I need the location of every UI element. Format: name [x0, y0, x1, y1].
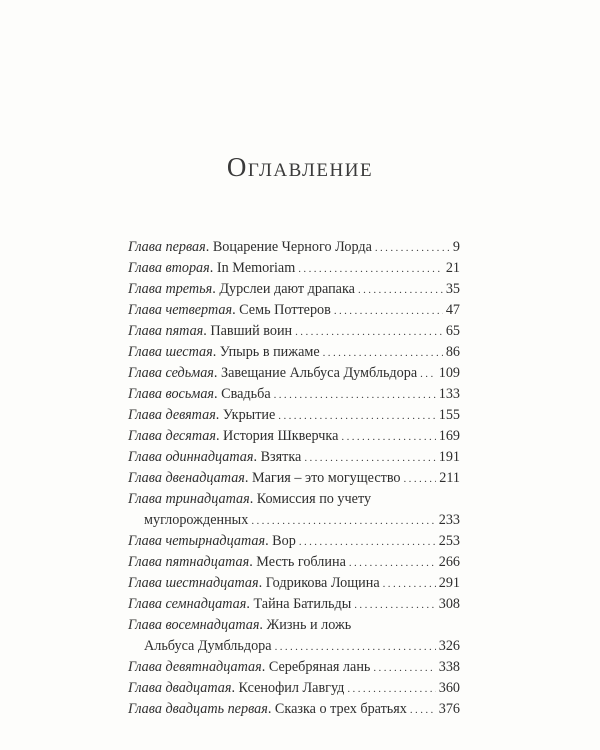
toc-line-continued [128, 636, 460, 657]
toc-entry [128, 405, 460, 426]
separator: . [232, 302, 240, 318]
toc-entry [128, 258, 460, 279]
separator: . [212, 344, 220, 360]
toc-entry [128, 699, 460, 720]
leader-dots [278, 406, 435, 427]
chapter-number: Глава тринадцатая [128, 491, 250, 507]
toc-line [128, 699, 460, 720]
separator: . [265, 533, 273, 549]
page-number: 35 [445, 281, 460, 297]
chapter-title: Дурслеи дают драпака [219, 281, 355, 297]
toc-line-continued [128, 510, 460, 531]
toc-line [128, 279, 460, 300]
separator: . [209, 260, 217, 276]
chapter-number: Глава шестнадцатая [128, 575, 259, 591]
separator: . [214, 386, 222, 402]
page-number: 233 [438, 512, 460, 528]
toc-line [128, 363, 460, 384]
leader-dots [334, 301, 443, 322]
separator: . [246, 596, 254, 612]
chapter-number: Глава шестая [128, 344, 213, 360]
leader-dots [349, 553, 436, 574]
toc-entry [128, 447, 460, 468]
chapter-title: Укрытие [222, 407, 276, 423]
leader-dots [341, 427, 435, 448]
chapter-title: Завещание Альбуса Думбльдора [221, 365, 418, 381]
page-number: 211 [439, 470, 460, 486]
leader-dots [298, 259, 443, 280]
leader-dots [304, 448, 435, 469]
leader-dots [404, 469, 437, 490]
page-number: 338 [438, 659, 460, 675]
chapter-title: Семь Поттеров [239, 302, 331, 318]
page-number: 155 [438, 407, 460, 423]
chapter-number: Глава пятая [128, 323, 204, 339]
toc-entry [128, 342, 460, 363]
toc-entry [128, 573, 460, 594]
page-number: 253 [438, 533, 460, 549]
toc-line [128, 657, 460, 678]
chapter-title: Павший воин [210, 323, 293, 339]
chapter-title: Месть гоблина [256, 554, 346, 570]
page-number: 169 [438, 428, 460, 444]
separator: . [212, 281, 220, 297]
chapter-number: Глава девятая [128, 407, 216, 423]
separator: . [261, 659, 269, 675]
toc-entry [128, 531, 460, 552]
separator: . [258, 575, 266, 591]
toc-line [128, 531, 460, 552]
chapter-title: Взятка [260, 449, 302, 465]
toc-line [128, 489, 460, 510]
leader-dots [299, 532, 436, 553]
toc-entry [128, 489, 460, 531]
toc-entry [128, 594, 460, 615]
toc-line [128, 594, 460, 615]
chapter-title: Упырь в пижаме [219, 344, 320, 360]
page-number: 86 [445, 344, 460, 360]
page-number: 65 [445, 323, 460, 339]
page-number: 9 [452, 239, 460, 255]
toc-entry [128, 363, 460, 384]
separator: . [249, 554, 257, 570]
chapter-number: Глава пятнадцатая [128, 554, 250, 570]
toc-line [128, 552, 460, 573]
chapter-number: Глава одиннадцатая [128, 449, 254, 465]
separator: . [259, 617, 267, 633]
toc-line [128, 447, 460, 468]
chapter-title: Тайна Батильды [253, 596, 352, 612]
toc-line [128, 405, 460, 426]
leader-dots [410, 700, 436, 721]
chapter-number: Глава восьмая [128, 386, 215, 402]
toc-entry [128, 615, 460, 657]
separator: . [203, 323, 211, 339]
leader-dots [358, 280, 443, 301]
leader-dots [354, 595, 435, 616]
toc-line [128, 321, 460, 342]
toc-line [128, 258, 460, 279]
chapter-title: Воцарение Черного Лорда [212, 239, 372, 255]
chapter-title: Вор [272, 533, 296, 549]
chapter-title: Сказка о трех братьях [274, 701, 407, 717]
chapter-number: Глава третья [128, 281, 213, 297]
separator: . [267, 701, 275, 717]
chapter-number: Глава двадцать первая [128, 701, 268, 717]
toc-entry [128, 300, 460, 321]
chapter-number: Глава семнадцатая [128, 596, 247, 612]
leader-dots [373, 658, 435, 679]
leader-dots [420, 364, 436, 385]
page-number: 191 [438, 449, 460, 465]
chapter-title: Свадьба [221, 386, 271, 402]
chapter-number: Глава десятая [128, 428, 216, 444]
page-number: 376 [438, 701, 460, 717]
leader-dots [323, 343, 443, 364]
chapter-number: Глава вторая [128, 260, 210, 276]
leader-dots [275, 637, 436, 658]
chapter-title: История Шкверчка [223, 428, 339, 444]
separator: . [249, 491, 257, 507]
toc-entry [128, 552, 460, 573]
toc-line [128, 384, 460, 405]
toc-line [128, 300, 460, 321]
leader-dots [251, 511, 435, 532]
toc-entry [128, 321, 460, 342]
page-number: 326 [438, 638, 460, 654]
page-number: 291 [438, 575, 460, 591]
chapter-number: Глава седьмая [128, 365, 214, 381]
page-number: 21 [445, 260, 460, 276]
chapter-title: Серебряная лань [268, 659, 371, 675]
chapter-number: Глава двадцатая [128, 680, 232, 696]
toc-line [128, 342, 460, 363]
separator: . [253, 449, 261, 465]
chapter-title: Жизнь и ложь [266, 617, 352, 633]
chapter-title-continued: Альбуса Думбльдора [144, 638, 272, 654]
page-number: 47 [445, 302, 460, 318]
separator: . [205, 239, 213, 255]
toc-entry [128, 384, 460, 405]
chapter-title: Годрикова Лощина [265, 575, 380, 591]
leader-dots [274, 385, 436, 406]
toc-line [128, 426, 460, 447]
toc-entry [128, 426, 460, 447]
page-title: Оглавление [226, 152, 374, 182]
separator: . [231, 680, 239, 696]
separator: . [213, 365, 221, 381]
chapter-number: Глава четырнадцатая [128, 533, 266, 549]
leader-dots [347, 679, 435, 700]
table-of-contents [128, 237, 460, 720]
chapter-title: Магия – это могущество [251, 470, 401, 486]
toc-entry [128, 237, 460, 258]
toc-line [128, 678, 460, 699]
chapter-number: Глава восемнадцатая [128, 617, 260, 633]
toc-entry [128, 279, 460, 300]
separator: . [215, 407, 223, 423]
chapter-number: Глава четвертая [128, 302, 233, 318]
leader-dots [375, 238, 450, 259]
toc-entry [128, 678, 460, 699]
toc-entry [128, 657, 460, 678]
page-number: 308 [438, 596, 460, 612]
separator: . [244, 470, 252, 486]
chapter-title-continued: муглорожденных [144, 512, 249, 528]
leader-dots [295, 322, 443, 343]
page-number: 109 [438, 365, 460, 381]
chapter-number: Глава двенадцатая [128, 470, 245, 486]
toc-line [128, 237, 460, 258]
page-number: 360 [438, 680, 460, 696]
leader-dots [383, 574, 436, 595]
toc-line [128, 615, 460, 636]
chapter-title: In Memoriam [216, 260, 296, 276]
chapter-number: Глава девятнадцатая [128, 659, 262, 675]
page-number: 266 [438, 554, 460, 570]
chapter-number: Глава первая [128, 239, 206, 255]
page-number: 133 [438, 386, 460, 402]
chapter-title: Комиссия по учету [256, 491, 372, 507]
chapter-title: Ксенофил Лавгуд [238, 680, 345, 696]
toc-line [128, 573, 460, 594]
toc-entry [128, 468, 460, 489]
separator: . [215, 428, 224, 444]
toc-line [128, 468, 460, 489]
